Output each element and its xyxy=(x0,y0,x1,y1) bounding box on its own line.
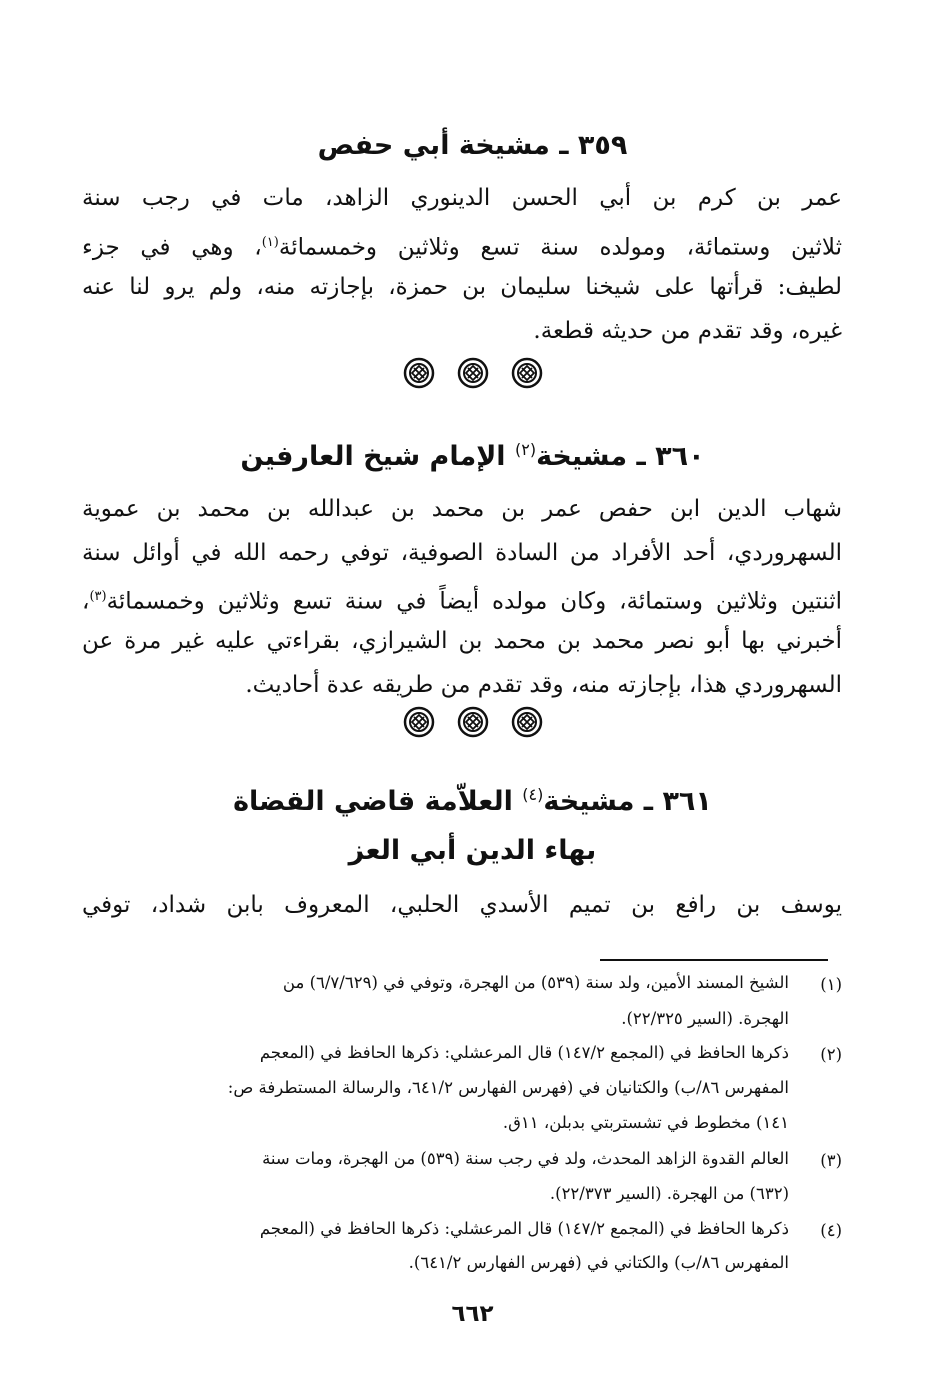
footnote-separator xyxy=(600,959,828,961)
circular-knot-ornament-icon xyxy=(457,706,489,738)
section-divider-2 xyxy=(0,706,945,740)
section-360-line-5: السهروردي هذا، بإجازته منه، وقد تقدم من طريقه عدة أحاديث. xyxy=(245,672,842,698)
section-divider-1 xyxy=(0,357,945,391)
footnote-4-line-1: ذكرها الحافظ في (المجمع ١٤٧/٢) قال المرعشلي: ذكرها الحافظ في (المعجم xyxy=(259,1219,789,1238)
circular-knot-ornament-icon xyxy=(403,357,435,389)
section-360-line-4: أخبرني بها أبو نصر محمد بن محمد بن الشيرازي، بقراءتي عليه غير مرة عن xyxy=(82,628,842,654)
footnote-2-line-1: ذكرها الحافظ في (المجمع ١٤٧/٢) قال المرعشلي: ذكرها الحافظ في (المعجم xyxy=(259,1043,789,1062)
page-number: ٦٦٢ xyxy=(451,1301,494,1327)
footnote-ref-4: (٤) xyxy=(522,785,544,804)
footnote-2-line-3: ١٤١) مخطوط في تشستربتي بدبلن، ١١ق. xyxy=(502,1113,789,1132)
section-heading-361: ٣٦١ ـ مشيخة$^{(٤)}$ العلاّمة قاضي القضاة xyxy=(233,785,712,817)
footnote-1-line-2: الهجرة. (السير ٢٢/٣٢٥). xyxy=(621,1009,789,1028)
circular-knot-ornament-icon xyxy=(457,357,489,389)
section-360-line-2: السهروردي، أحد الأفراد من السادة الصوفية، توفي رحمه الله في أوائل سنة xyxy=(82,540,842,566)
footnote-ref-3: (٣) xyxy=(89,589,107,604)
footnote-4-line-2: المفهرس ٨٦/ب) والكتاني في (فهرس الفهارس ٦٤١/٢). xyxy=(408,1253,789,1272)
section-360-line-3: اثنتين وثلاثين وستمائة، وكان مولده أيضاً في سنة تسع وثلاثين وخمسمائة$^{(٣)}$، xyxy=(82,588,842,615)
section-359-line-4: غيره، وقد تقدم من حديثه قطعة. xyxy=(533,318,842,344)
footnote-number-1: (١) xyxy=(820,975,842,994)
section-359-line-1: عمر بن كرم بن أبي الحسن الدينوري الزاهد، مات في رجب سنة xyxy=(82,185,842,211)
footnote-number-4: (٤) xyxy=(820,1221,842,1240)
section-361-line-1: يوسف بن رافع بن تميم الأسدي الحلبي، المعروف بابن شداد، توفي xyxy=(82,892,842,918)
section-359-line-2: ثلاثين وستمائة، ومولده سنة تسع وثلاثين وخمسمائة$^{(١)}$، وهي في جزء xyxy=(82,234,842,261)
section-heading-360: ٣٦٠ ـ مشيخة$^{(٢)}$ الإمام شيخ العارفين xyxy=(240,440,705,472)
footnote-number-2: (٢) xyxy=(820,1045,842,1064)
section-359-line-3: لطيف: قرأتها على شيخنا سليمان بن حمزة، بإجازته منه، ولم يرو لنا عنه xyxy=(82,274,842,300)
section-360-line-1: شهاب الدين ابن حفص عمر بن محمد بن عبدالله بن محمد بن عموية xyxy=(82,496,842,522)
footnote-ref-1: (١) xyxy=(261,235,279,250)
footnote-3-line-2: (٦٣٢) من الهجرة. (السير ٢٢/٣٧٣). xyxy=(549,1184,789,1203)
circular-knot-ornament-icon xyxy=(403,706,435,738)
circular-knot-ornament-icon xyxy=(511,357,543,389)
footnote-ref-2: (٢) xyxy=(514,440,537,459)
footnote-1-line-1: الشيخ المسند الأمين، ولد سنة (٥٣٩) من الهجرة، وتوفي في (٦/٧/٦٢٩) من xyxy=(282,973,789,992)
section-heading-359: ٣٥٩ ـ مشيخة أبي حفص xyxy=(317,130,628,161)
section-heading-361-line-2: بهاء الدين أبي العز xyxy=(348,835,597,866)
footnote-number-3: (٣) xyxy=(820,1151,842,1170)
footnote-2-line-2: المفهرس ٨٦/ب) والكتانيان في (فهرس الفهارس ٦٤١/٢، والرسالة المستطرفة ص: xyxy=(227,1078,789,1097)
circular-knot-ornament-icon xyxy=(511,706,543,738)
footnote-3-line-1: العالم القدوة الزاهد المحدث، ولد في رجب سنة (٥٣٩) من الهجرة، ومات سنة xyxy=(262,1149,789,1168)
